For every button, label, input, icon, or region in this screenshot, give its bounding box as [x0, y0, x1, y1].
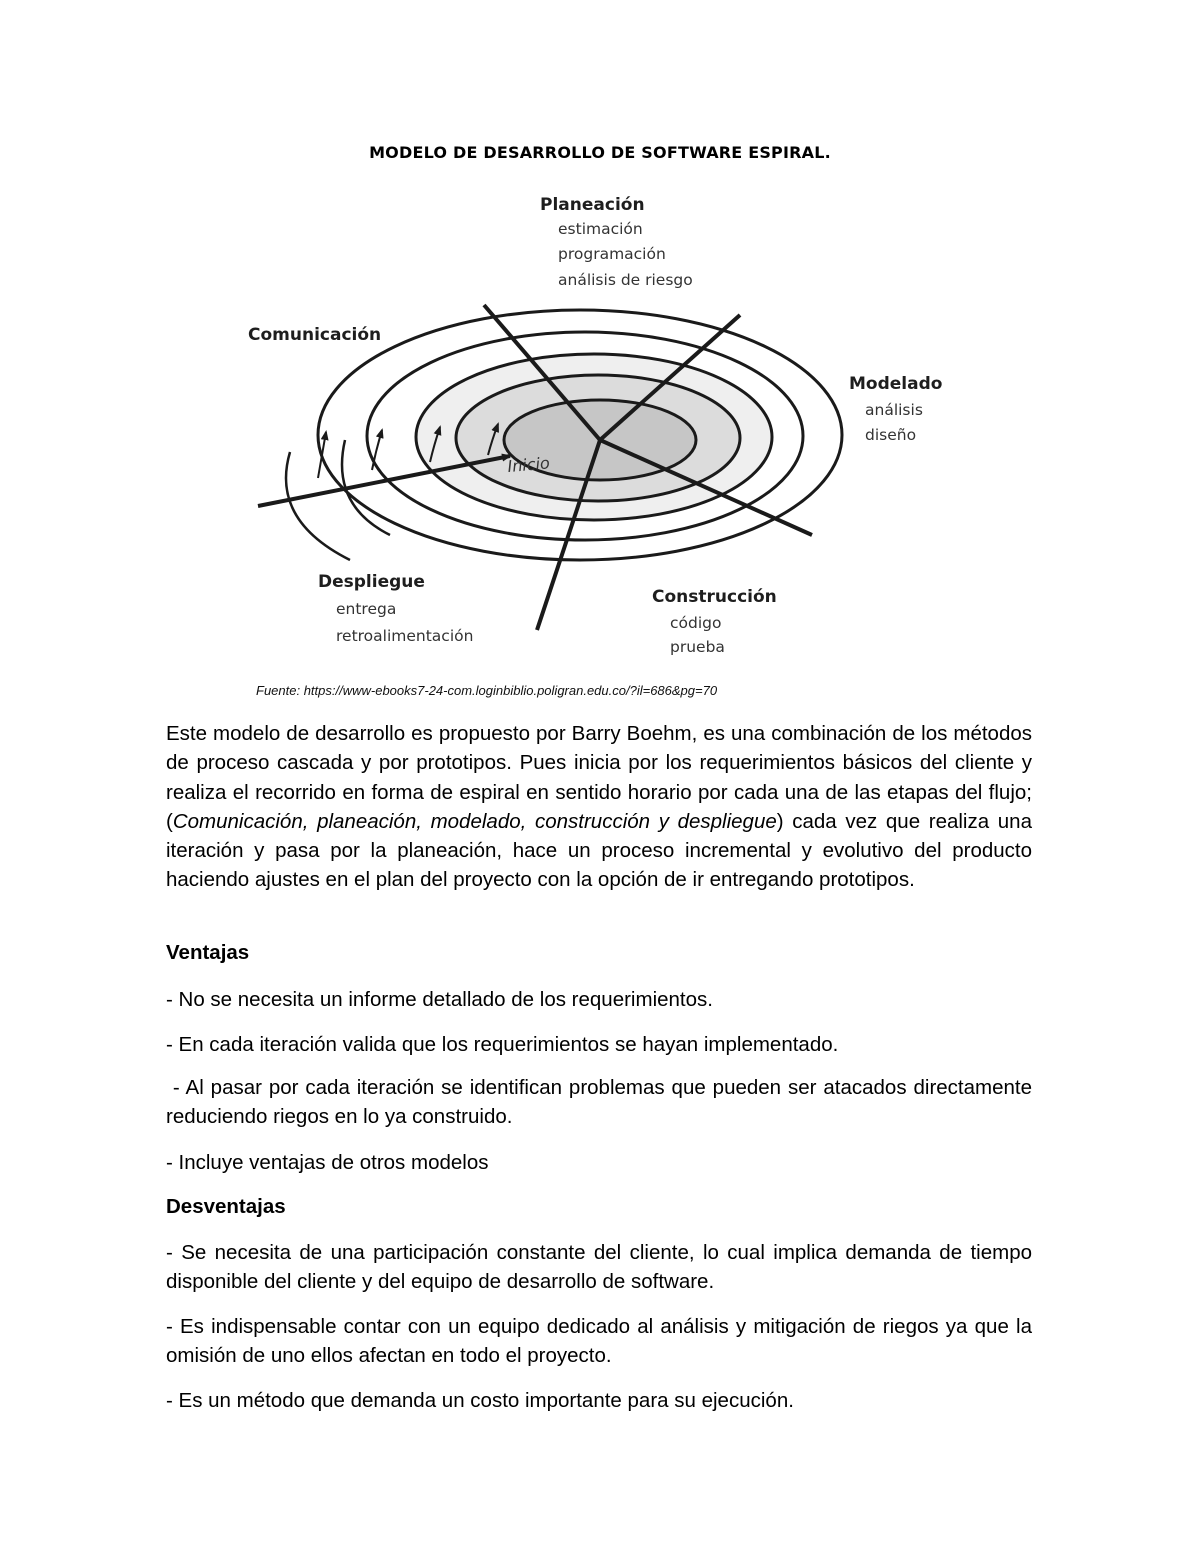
modelado-item: diseño: [865, 426, 917, 444]
construccion-item: código: [670, 614, 722, 632]
construccion-title: Construcción: [652, 587, 777, 607]
planeacion-item: programación: [558, 245, 666, 263]
planeacion-title: Planeación: [540, 195, 645, 215]
advantage-item: - Al pasar por cada iteración se identifican problemas que pueden ser atacados directamente reduciendo riegos en lo ya construido.: [166, 1076, 1038, 1129]
advantages-heading: Ventajas: [166, 941, 250, 964]
advantage-item: - No se necesita un informe detallado de los requerimientos.: [166, 988, 713, 1011]
disadvantage-item: - Es indispensable contar con un equipo dedicado al análisis y mitigación de riegos ya que la omisión de uno ellos afectan en todo el proyecto.: [166, 1315, 1032, 1368]
intro-text: ) cada vez que realiza una iteración y pasa por la planeación, hace un proceso incremental y evolutivo del producto haciendo ajustes en el plan del proyecto con la opción de ir entregando prototipos.: [166, 809, 1032, 892]
disadvantage-item: - Se necesita de una participación constante del cliente, lo cual implica demanda de tiempo disponible del cliente y del equipo de desarrollo de software.: [166, 1241, 1032, 1294]
despliegue-item: entrega: [336, 600, 397, 618]
figure-source-caption: Fuente: https://www-ebooks7-24-com.loginbiblio.poligran.edu.co/?il=686&pg=70: [256, 683, 718, 698]
advantage-item: - En cada iteración valida que los requerimientos se hayan implementado.: [166, 1033, 839, 1056]
intro-text: Este modelo de desarrollo es propuesto por Barry Boehm, es una combinación de los métodos de proceso cascada y por prototipos. Pues inicia por los requerimientos básicos del cliente y realiza el recorrido en forma de espiral en sentido horario por cada una de las etapas del flujo; (: [166, 722, 1032, 833]
spiral-model-diagram: [0, 180, 1200, 680]
construccion-item: prueba: [670, 638, 725, 656]
planeacion-item: estimación: [558, 220, 643, 238]
despliegue-title: Despliegue: [318, 572, 425, 592]
planeacion-item: análisis de riesgo: [558, 271, 693, 289]
intro-emphasis: Comunicación, planeación, modelado, construcción y despliegue: [172, 809, 777, 833]
intro-paragraph: [166, 719, 1032, 895]
disadvantage-item: - Es un método que demanda un costo importante para su ejecución.: [166, 1389, 794, 1412]
disadvantages-heading: Desventajas: [166, 1195, 286, 1218]
advantage-item: - Incluye ventajas de otros modelos: [166, 1151, 489, 1174]
comunicacion-title: Comunicación: [248, 325, 382, 345]
despliegue-item: retroalimentación: [336, 627, 474, 645]
inicio-label: Inicio: [506, 453, 551, 476]
modelado-title: Modelado: [849, 374, 943, 394]
page-title: MODELO DE DESARROLLO DE SOFTWARE ESPIRAL.: [369, 143, 831, 162]
modelado-item: análisis: [865, 401, 923, 419]
